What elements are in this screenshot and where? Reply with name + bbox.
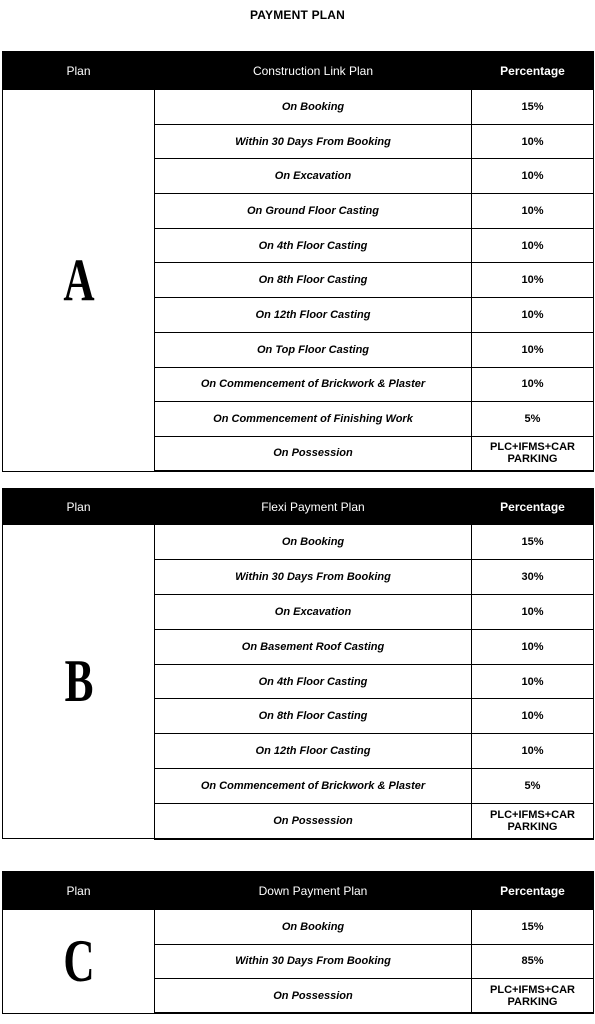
percentage-cell: 10% [472,298,594,333]
percentage-cell: 30% [472,559,594,594]
plan-b-table [2,488,594,840]
percentage-cell: PLC+IFMS+CAR PARKING [472,979,594,1014]
plan-letter: C [24,910,133,1014]
stage-cell: On 8th Floor Casting [155,699,472,734]
percentage-column-header: Percentage [472,489,594,525]
plan-b-header [3,489,594,525]
plan-a-table [2,51,594,472]
percentage-cell: 10% [472,664,594,699]
plan-c-header [3,872,594,910]
stage-cell: On Possession [155,436,472,471]
stage-cell: On Commencement of Brickwork & Plaster [155,367,472,402]
table-row [3,910,594,945]
plan-title-header: Construction Link Plan [155,52,472,90]
plan-letter: A [24,90,133,472]
percentage-cell: 10% [472,124,594,159]
stage-cell: On Booking [155,90,472,125]
stage-cell: On Ground Floor Casting [155,194,472,229]
percentage-cell: 15% [472,90,594,125]
plan-column-header: Plan [3,489,155,525]
percentage-cell: PLC+IFMS+CAR PARKING [472,436,594,471]
percentage-cell: 10% [472,194,594,229]
percentage-cell: 10% [472,594,594,629]
percentage-cell: 10% [472,159,594,194]
stage-cell: On Basement Roof Casting [155,629,472,664]
percentage-cell: 10% [472,367,594,402]
stage-cell: On Possession [155,979,472,1014]
percentage-cell: PLC+IFMS+CAR PARKING [472,804,594,839]
stage-cell: Within 30 Days From Booking [155,559,472,594]
percentage-cell: 85% [472,944,594,979]
stage-cell: On 12th Floor Casting [155,298,472,333]
stage-cell: On Commencement of Finishing Work [155,402,472,437]
percentage-column-header: Percentage [472,52,594,90]
plan-letter: B [24,525,133,839]
plan-c-table [2,871,594,1014]
stage-cell: Within 30 Days From Booking [155,124,472,159]
percentage-cell: 15% [472,910,594,945]
plan-column-header: Plan [3,52,155,90]
stage-cell: On Excavation [155,594,472,629]
percentage-cell: 5% [472,769,594,804]
percentage-cell: 5% [472,402,594,437]
percentage-cell: 10% [472,699,594,734]
percentage-cell: 10% [472,332,594,367]
stage-cell: On Commencement of Brickwork & Plaster [155,769,472,804]
table-row [3,525,594,560]
percentage-cell: 10% [472,263,594,298]
plan-a-header [3,52,594,90]
stage-cell: On Booking [155,910,472,945]
percentage-cell: 10% [472,629,594,664]
percentage-column-header: Percentage [472,872,594,910]
plan-title-header: Down Payment Plan [155,872,472,910]
stage-cell: On 12th Floor Casting [155,734,472,769]
page-title: PAYMENT PLAN [249,8,346,22]
stage-cell: On 4th Floor Casting [155,664,472,699]
stage-cell: On Excavation [155,159,472,194]
plan-column-header: Plan [3,872,155,910]
stage-cell: On Top Floor Casting [155,332,472,367]
stage-cell: Within 30 Days From Booking [155,944,472,979]
stage-cell: On Booking [155,525,472,560]
stage-cell: On 4th Floor Casting [155,228,472,263]
percentage-cell: 10% [472,734,594,769]
table-row [3,90,594,125]
stage-cell: On Possession [155,804,472,839]
plan-title-header: Flexi Payment Plan [155,489,472,525]
stage-cell: On 8th Floor Casting [155,263,472,298]
percentage-cell: 10% [472,228,594,263]
percentage-cell: 15% [472,525,594,560]
